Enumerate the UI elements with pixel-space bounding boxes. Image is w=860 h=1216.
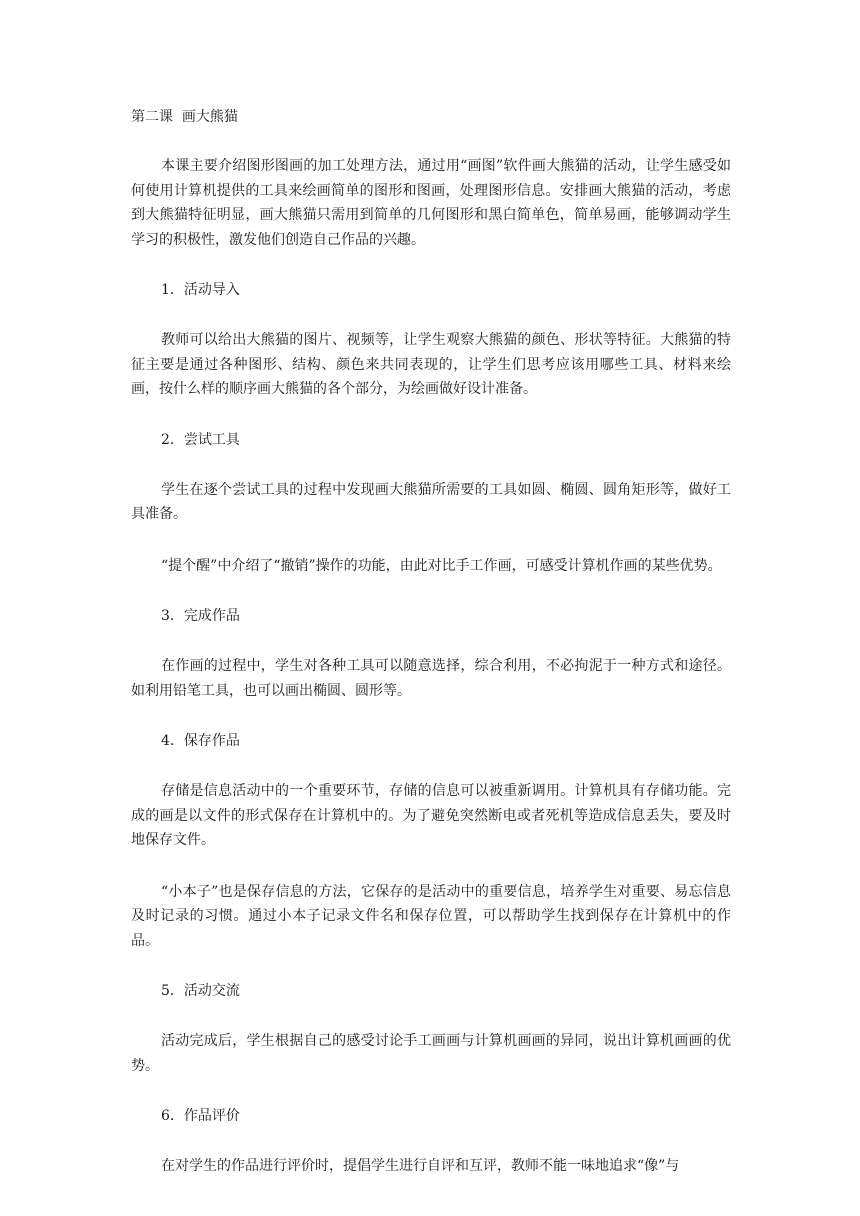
section-heading-complete-work: 3．完成作品: [161, 608, 240, 624]
section-heading-activity-exchange: 5．活动交流: [161, 983, 240, 999]
paragraph-save-work: 存储是信息活动中的一个重要环节，存储的信息可以被重新调用。计算机具有存储功能。完成的画是以文件的形式保存在计算机中的。为了避免突然断电或者死机等造成信息丢失，要及时地保存文件。: [131, 783, 731, 848]
paragraph-activity-exchange: 活动完成后，学生根据自己的感受讨论手工画画与计算机画画的异同，说出计算机画画的优势。: [131, 1033, 731, 1074]
section-heading-activity-intro: 1．活动导入: [161, 282, 240, 298]
section-heading-work-evaluation: 6．作品评价: [161, 1108, 240, 1124]
paragraph-notebook: “小本子”也是保存信息的方法，它保存的是活动中的重要信息，培养学生对重要、易忘信息及时记录的习惯。通过小本子记录文件名和保存位置，可以帮助学生找到保存在计算机中的作品。: [131, 883, 731, 949]
paragraph-complete-work: 在作画的过程中，学生对各种工具可以随意选择，综合利用，不必拘泥于一种方式和途径。如利用铅笔工具，也可以画出椭圆、圆形等。: [131, 658, 731, 699]
paragraph-reminder-undo: “提个醒”中介绍了“撤销”操作的功能，由此对比手工作画，可感受计算机作画的某些优势。: [161, 557, 722, 574]
document-page: [131, 106, 731, 1206]
paragraph-activity-intro: 教师可以给出大熊猫的图片、视频等，让学生观察大熊猫的颜色、形状等特征。大熊猫的特征主要是通过各种图形、结构、颜色来共同表现的，让学生们思考应该用哪些工具、材料来绘画，按什么样的顺序画大熊猫的各个部分，为绘画做好设计准备。: [131, 332, 731, 397]
paragraph-work-evaluation: 在对学生的作品进行评价时，提倡学生进行自评和互评，教师不能一味地追求“像”与: [161, 1158, 680, 1174]
paragraph-try-tools: 学生在逐个尝试工具的过程中发现画大熊猫所需要的工具如圆、椭圆、圆角矩形等，做好工具准备。: [131, 481, 731, 522]
section-heading-save-work: 4．保存作品: [161, 733, 240, 749]
lesson-title: 第二课 画大熊猫: [131, 109, 238, 125]
intro-paragraph: 本课主要介绍图形图画的加工处理方法，通过用“画图”软件画大熊猫的活动，让学生感受如何使用计算机提供的工具来绘画简单的图形和图画，处理图形信息。安排画大熊猫的活动，考虑到大熊猫特征明显，画大熊猫只需用到简单的几何图形和黑白简单色，简单易画，能够调动学生学习的积极性，激发他们创造自己作品的兴趣。: [131, 158, 731, 248]
section-heading-try-tools: 2．尝试工具: [161, 431, 240, 448]
